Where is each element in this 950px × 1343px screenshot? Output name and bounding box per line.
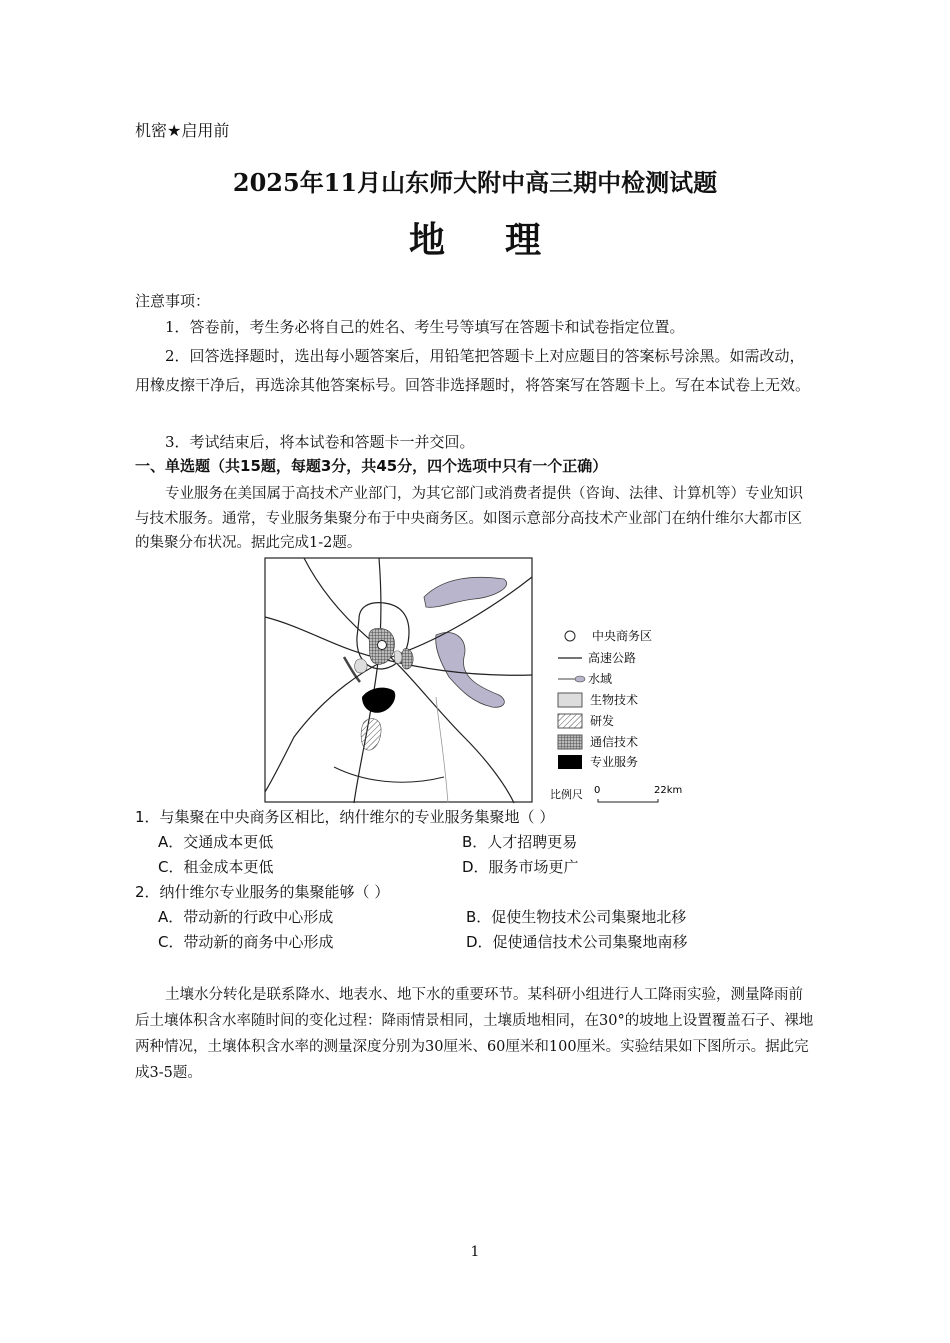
nashville-map <box>264 557 704 805</box>
legend-biotech: 生物技术 <box>590 693 639 707</box>
notice-item-1: 1．答卷前，考生务必将自己的姓名、考生号等填写在答题卡和试卷指定位置。 <box>165 318 685 336</box>
legend-highway: 高速公路 <box>588 651 637 665</box>
question-1-option-b[interactable]: B．人才招聘更易 <box>462 833 578 851</box>
notice-item-3: 3．考试结束后，将本试卷和答题卡一并交回。 <box>165 433 475 451</box>
map-legend <box>550 628 682 802</box>
telecom-legend-icon <box>558 735 582 749</box>
question-1-stem: 1．与集聚在中央商务区相比，纳什维尔的专业服务集聚地（ ） <box>135 808 555 826</box>
biotech-cluster <box>355 659 368 673</box>
cbd-marker <box>378 641 387 650</box>
legend-cbd: 中央商务区 <box>592 629 653 643</box>
section-heading: 一、单选题（共15题，每题3分，共45分，四个选项中只有一个正确） <box>135 457 608 475</box>
notice-item-2: 2．回答选择题时，选出每小题答案后，用铅笔把答题卡上对应题目的答案标号涂黑。如需改动，用橡皮擦干净后，再选涂其他答案标号。回答非选择题时，将答案写在答题卡上。写在本试卷上无效。 <box>135 347 811 394</box>
exam-title: 2025年11月山东师大附中高三期中检测试题 <box>232 168 718 197</box>
scale-label: 比例尺 <box>550 788 583 801</box>
page-number: 1 <box>470 1244 480 1260</box>
question-2-option-d[interactable]: D．促使通信技术公司集聚地南移 <box>466 933 688 951</box>
legend-telecom: 通信技术 <box>590 735 639 749</box>
legend-water: 水域 <box>588 672 613 686</box>
question-1-option-c[interactable]: C．租金成本更低 <box>158 858 274 876</box>
rnd-legend-icon <box>558 714 582 728</box>
question-2-option-b[interactable]: B．促使生物技术公司集聚地北移 <box>466 908 687 926</box>
question-2-stem: 2．纳什维尔专业服务的集聚能够（ ） <box>135 883 390 901</box>
water-legend-icon <box>575 676 585 682</box>
question-1-option-d[interactable]: D．服务市场更广 <box>462 858 579 876</box>
notice-heading: 注意事项： <box>135 292 211 310</box>
question-intro-1-2: 专业服务在美国属于高技术产业部门，为其它部门或消费者提供（咨询、法律、计算机等）专业知识与技术服务。通常，专业服务集聚分布于中央商务区。如图示意部分高技术产业部门在纳什维尔大都市区的集聚分布状况。据此完成1-2题。 <box>135 486 803 551</box>
question-1-option-a[interactable]: A．交通成本更低 <box>158 833 274 851</box>
biotech-legend-icon <box>558 693 582 707</box>
scale-value: 22km <box>654 785 683 796</box>
confidential-label: 机密★启用前 <box>135 121 230 140</box>
legend-rnd: 研发 <box>590 714 615 728</box>
question-2-option-a[interactable]: A．带动新的行政中心形成 <box>158 908 334 926</box>
cbd-legend-icon <box>565 631 575 641</box>
scale-zero: 0 <box>594 785 601 796</box>
legend-service: 专业服务 <box>590 755 639 769</box>
scale-bar <box>598 799 658 802</box>
biotech-cluster <box>394 651 402 664</box>
question-2-option-c[interactable]: C．带动新的商务中心形成 <box>158 933 334 951</box>
subject-title: 地理 <box>408 219 601 261</box>
question-intro-3-5: 土壤水分转化是联系降水、地表水、地下水的重要环节。某科研小组进行人工降雨实验，测量降雨前后土壤体积含水率随时间的变化过程：降雨情景相同，土壤质地相同，在30°的坡地上设置覆盖石子、裸地两种情况，土壤体积含水率的测量深度分别为30厘米、60厘米和100厘米。实验结果如下图所示。据此完成3-5题。 <box>135 987 814 1081</box>
service-legend-icon <box>558 755 582 769</box>
telecom-cluster <box>401 649 413 669</box>
